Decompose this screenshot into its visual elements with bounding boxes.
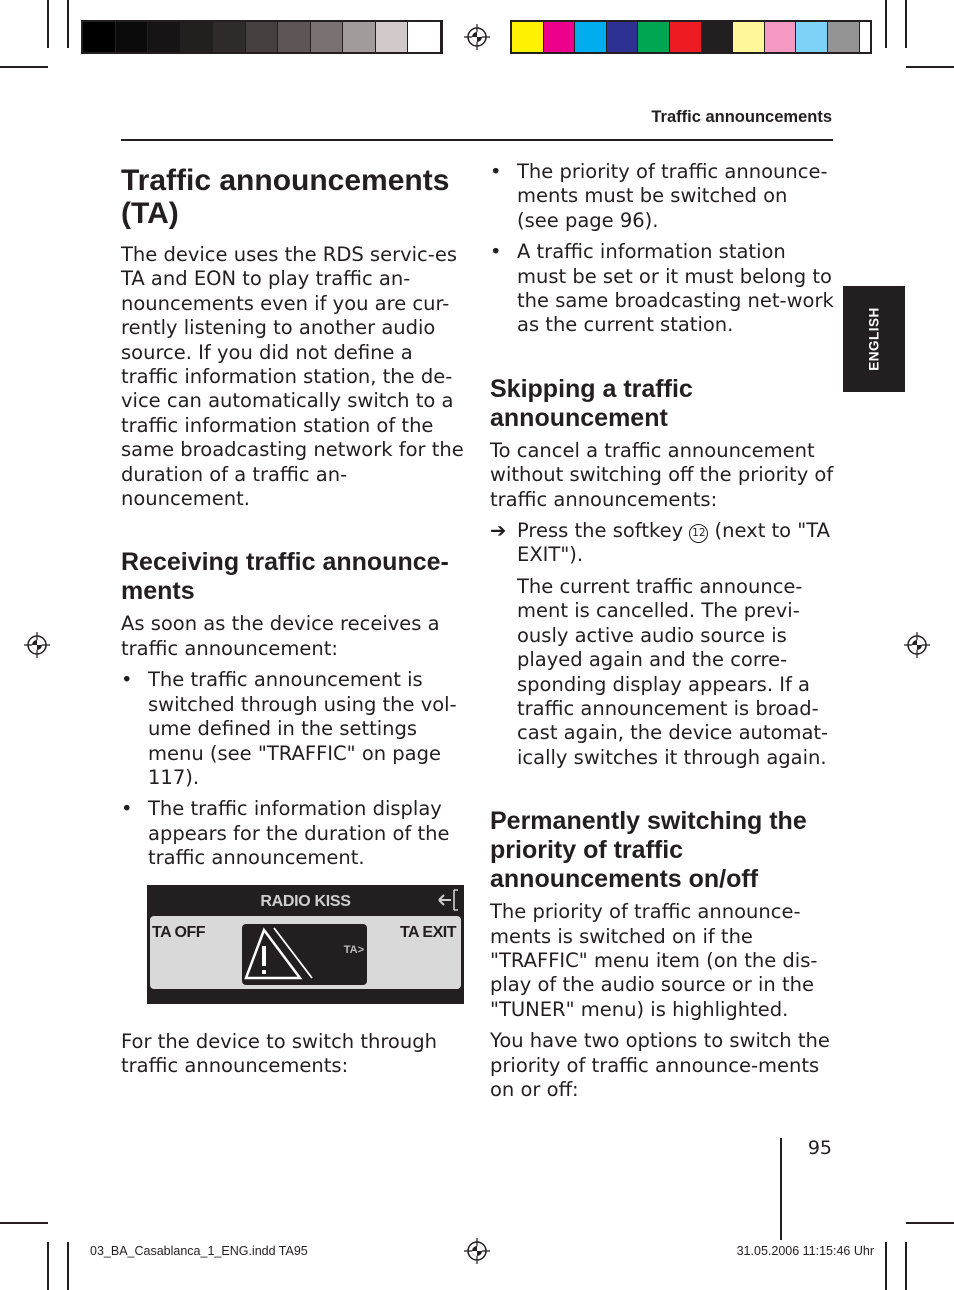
- grayscale-calibration-bar: [81, 20, 443, 54]
- bullet: •: [490, 160, 502, 183]
- registration-mark-icon: [464, 24, 490, 50]
- list-item: [121, 797, 466, 870]
- crop-mark: [67, 0, 69, 48]
- left-column: [121, 160, 466, 1085]
- list-item-text: The traffic announcement is switched through using the vol-ume defined in the settings menu (see "TRAFFIC" on page 117).: [148, 668, 457, 789]
- step-result: The current traffic announce-ment is cancelled. The previ-ously active audio source is played again and the corre-sponding display appears. If a traffic announcement is broad-cast again, the device automat-ically switches it through again.: [517, 574, 829, 769]
- color-swatch: [83, 22, 116, 52]
- registration-mark-icon: [904, 632, 930, 658]
- bullet: •: [121, 797, 133, 821]
- permanent-paragraph-1: The priority of traffic announce-ments is switched on if the "TRAFFIC" menu item (on the dis-play of the audio source or in the "TUNER" menu) is highlighted.: [490, 900, 818, 1021]
- step-text-after: (next to "TA EXIT").: [517, 519, 831, 567]
- receiving-intro: As soon as the device receives a traffic announcement:: [121, 612, 440, 660]
- footer-rule: [780, 1138, 782, 1240]
- color-swatch: [181, 22, 214, 52]
- color-swatch: [246, 22, 279, 52]
- list-item: [490, 240, 835, 338]
- registration-mark-icon: [24, 632, 50, 658]
- intro-paragraph: The device uses the RDS servic-es TA and EON to play traffic an-nouncements even if you are cur-rently listening to another audio source. If you did not define a traffic information station, the de-vice can automatically switch to a traffic information station of the same broadcasting network for the duration of a traffic an-nouncement.: [121, 243, 464, 511]
- language-tab: [843, 286, 905, 392]
- crop-mark: [0, 1222, 48, 1224]
- crop-mark: [905, 1242, 907, 1290]
- color-swatch: [512, 22, 544, 52]
- color-swatch: [575, 22, 607, 52]
- crop-mark: [905, 0, 907, 48]
- softkey-ta-exit: TA EXIT: [399, 923, 456, 941]
- crop-mark: [47, 1242, 49, 1290]
- display-station-name: RADIO KISS: [260, 892, 351, 910]
- ta-indicator: TA>: [343, 944, 364, 957]
- color-swatch: [278, 22, 311, 52]
- softkey-ta-off: TA OFF: [152, 923, 205, 941]
- registration-mark-icon: [464, 1238, 490, 1264]
- color-swatch: [343, 22, 376, 52]
- list-item-text: The traffic information display appears for the duration of the traffic announcement.: [148, 797, 450, 870]
- color-swatch: [116, 22, 149, 52]
- back-icon: [437, 888, 459, 912]
- color-swatch: [796, 22, 828, 52]
- running-head: Traffic announcements: [651, 108, 832, 126]
- header-rule: [121, 139, 833, 141]
- color-swatch: [376, 22, 409, 52]
- bullet: •: [121, 668, 133, 692]
- color-swatch: [408, 22, 441, 52]
- skipping-intro: To cancel a traffic announcement without switching off the priority of traffic announcements:: [490, 438, 834, 511]
- crop-mark: [885, 0, 887, 48]
- color-swatch: [213, 22, 246, 52]
- crop-mark: [0, 66, 48, 68]
- crop-mark: [906, 1222, 954, 1224]
- color-swatch: [733, 22, 765, 52]
- permanent-paragraph-2: You have two options to switch the priority of traffic announce-ments on or off:: [490, 1029, 830, 1101]
- list-item: [490, 160, 835, 233]
- instruction-step: [490, 519, 835, 568]
- list-item-text: A traffic information station must be set or it must belong to the same broadcasting net-work as the current station.: [517, 240, 834, 337]
- right-column: [490, 160, 835, 1109]
- crop-mark: [47, 0, 49, 48]
- list-item-text: The priority of traffic announce-ments must be switched on (see page 96).: [517, 160, 828, 232]
- color-swatch: [607, 22, 639, 52]
- heading-skipping: Skipping a traffic announcement: [490, 374, 693, 432]
- color-swatch: [765, 22, 797, 52]
- page-title: Traffic announcements (TA): [121, 164, 450, 230]
- color-swatch: [702, 22, 734, 52]
- color-swatch: [148, 22, 181, 52]
- bullet: •: [490, 240, 502, 264]
- switch-through-intro: For the device to switch through traffic announcements:: [121, 1029, 437, 1077]
- color-swatch: [638, 22, 670, 52]
- traffic-warning-panel: [242, 924, 367, 985]
- softkey-number-badge: 12: [689, 524, 708, 543]
- arrow-icon: ➔: [490, 519, 507, 543]
- receiving-list: [121, 668, 466, 870]
- requirement-list: [490, 160, 835, 338]
- color-swatch: [828, 22, 860, 52]
- heading-permanent: Permanently switching the priority of traffic announcements on/off: [490, 807, 807, 894]
- crop-mark: [885, 1242, 887, 1290]
- slug-timestamp: 31.05.2006 11:15:46 Uhr: [736, 1244, 874, 1258]
- traffic-display-illustration: [147, 885, 464, 1004]
- slug-filename: 03_BA_Casablanca_1_ENG.indd TA95: [90, 1244, 308, 1258]
- language-tab-label: ENGLISH: [866, 307, 882, 371]
- color-swatch: [670, 22, 702, 52]
- color-swatch: [311, 22, 344, 52]
- step-text-before: Press the softkey: [517, 519, 684, 543]
- heading-receiving: Receiving traffic announce-ments: [121, 548, 449, 606]
- list-item: [121, 668, 466, 790]
- color-calibration-bar: [510, 20, 872, 54]
- page-number: 95: [807, 1137, 832, 1159]
- crop-mark: [906, 66, 954, 68]
- color-swatch: [544, 22, 576, 52]
- crop-mark: [67, 1242, 69, 1290]
